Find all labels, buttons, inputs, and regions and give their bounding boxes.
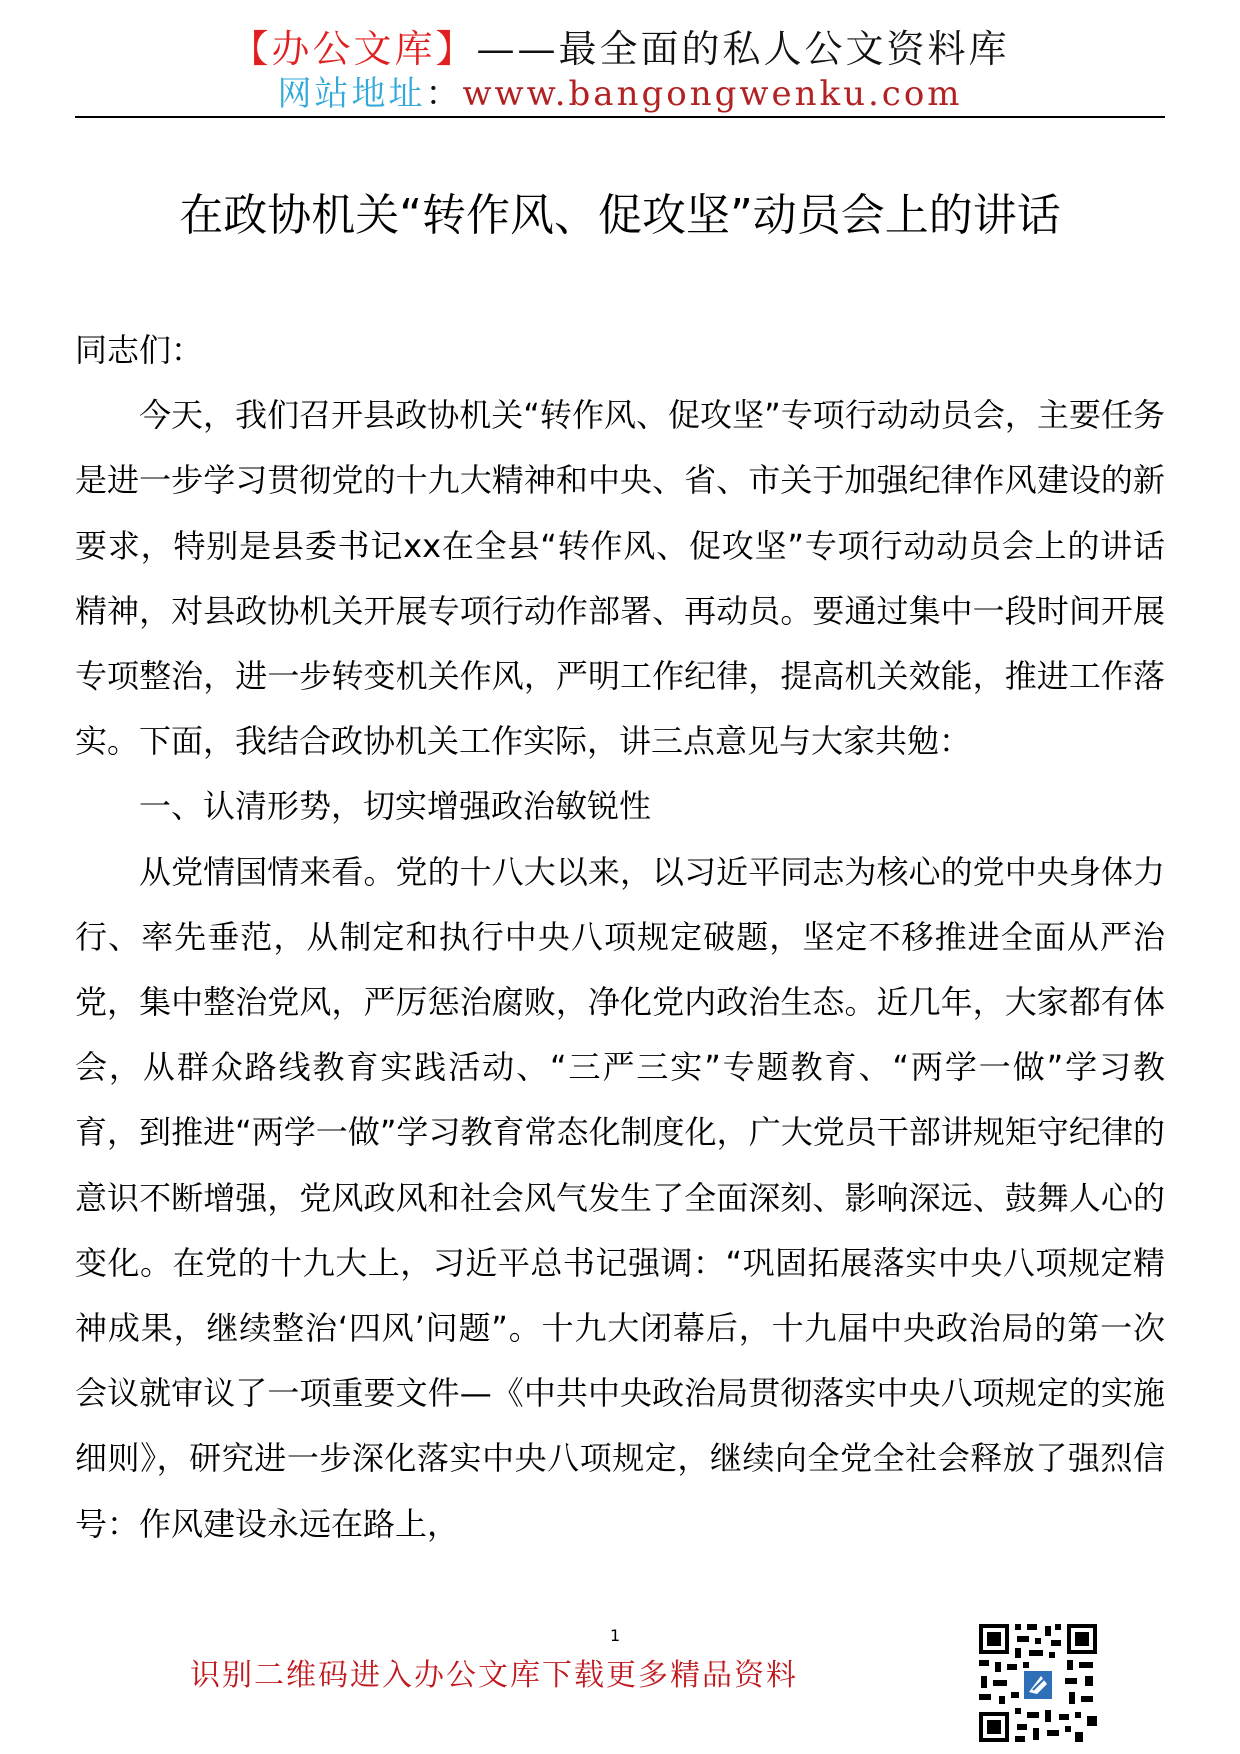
document-title: 在政协机关“转作风、促攻坚”动员会上的讲话 xyxy=(179,190,1061,241)
paragraph-body: 从党情国情来看。党的十八大以来，以习近平同志为核心的党中央身体力行、率先垂范，从制定和执行中央八项规定破题，坚定不移推进全面从严治党，集中整治党风，严厉惩治腐败，净化党内政治生态。近几年，大家都有体会，从群众路线教育实践活动、“三严三实”专题教育、“两学一做”学习教育，到推进“两学一做”学习教育常态化制度化，广大党员干部讲规矩守纪律的意识不断增强，党风政风和社会风气发生了全面深刻、影响深远、鼓舞人心的变化。在党的十九大上，习近平总书记强调：“巩固拓展落实中央八项规定精神成果，继续整治‘四风’问题”。十九大闭幕后，十九届中央政治局的第一次会议就审议了一项重要文件—《中共中央政治局贯彻落实中央八项规定的实施细则》，研究进一步深化落实中央八项规定，继续向全党全社会释放了强烈信号：作风建设永远在路上， xyxy=(75,852,1165,1543)
document-body xyxy=(75,318,1165,1557)
header-slogan: ——最全面的私人公文资料库 xyxy=(476,27,1010,71)
header-site-line xyxy=(0,72,1240,116)
header-site-label: 网站地址 xyxy=(277,74,426,114)
header-brand: 【办公文库】 xyxy=(230,27,477,71)
header-site-url[interactable]: www.bangongwenku.com xyxy=(462,74,963,114)
footer-promo: 识别二维码进入办公文库下载更多精品资料 xyxy=(190,1658,798,1693)
greeting: 同志们： xyxy=(75,331,204,369)
page-number: 1 xyxy=(610,1626,621,1645)
header-site-colon: ： xyxy=(425,74,463,114)
section-heading: 一、认清形势，切实增强政治敏锐性 xyxy=(139,787,652,826)
paragraph-intro: 今天，我们召开县政协机关“转作风、促攻坚”专项行动动员会，主要任务是进一步学习贯彻党的十九大精神和中央、省、市关于加强纪律作风建设的新要求，特别是县委书记xx在全县“转作风、促攻坚”专项行动动员会上的讲话精神，对县政协机关开展专项行动作部署、再动员。要通过集中一段时间开展专项整治，进一步转变机关作风，严明工作纪律，提高机关效能，推进工作落实。下面，我结合政协机关工作实际，讲三点意见与大家共勉： xyxy=(75,396,1165,761)
qr-code-icon[interactable] xyxy=(975,1620,1101,1746)
document-header xyxy=(0,26,1240,116)
header-banner xyxy=(0,26,1240,72)
header-divider xyxy=(75,116,1165,118)
